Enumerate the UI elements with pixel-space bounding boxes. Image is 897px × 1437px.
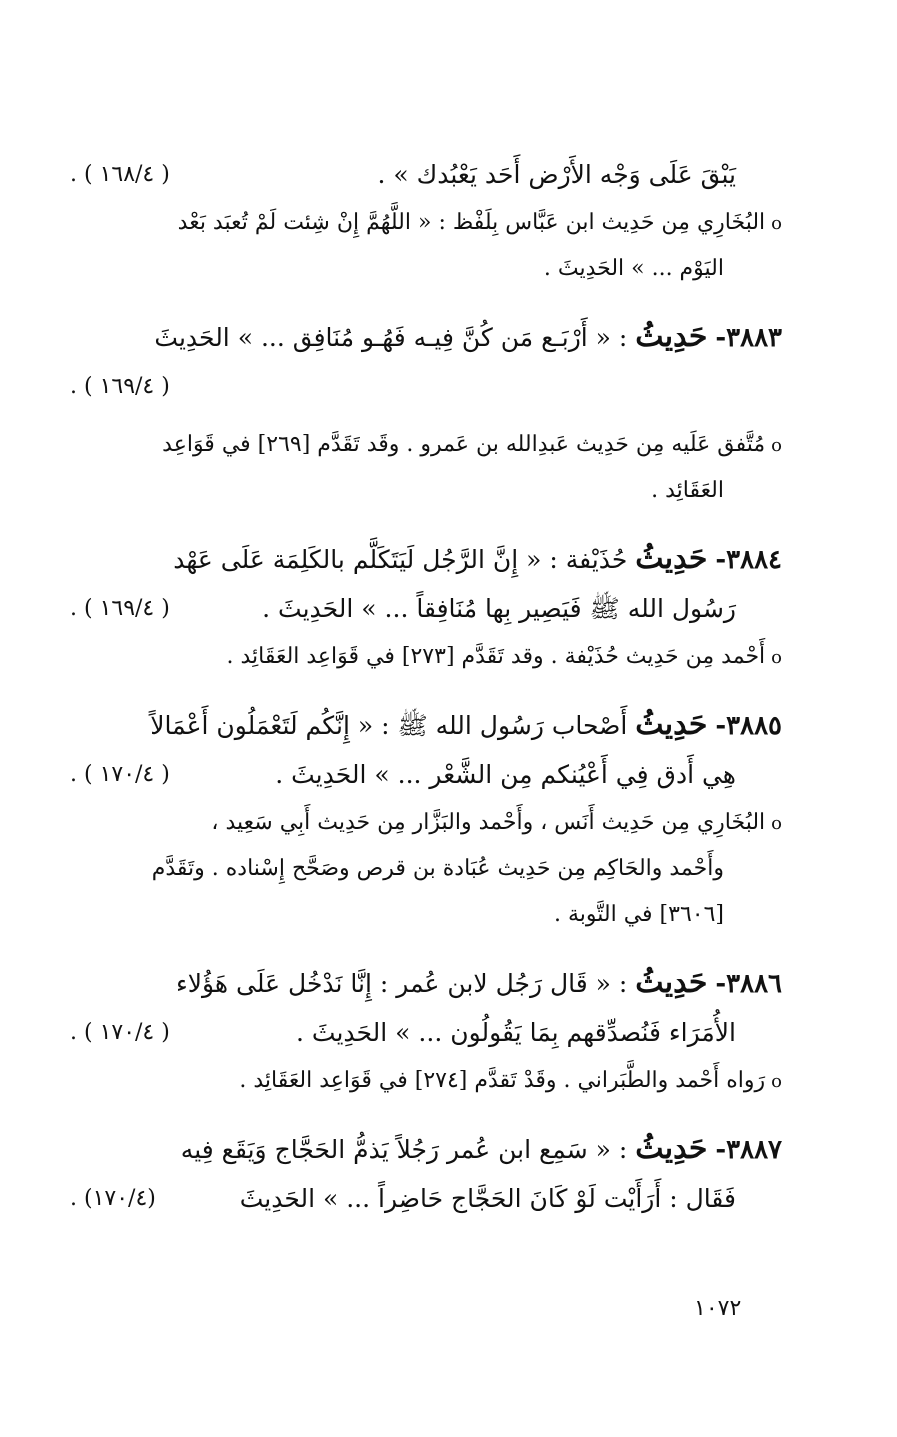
note-line: [70, 246, 782, 292]
entry-number: ٣٨٨٦-: [715, 969, 782, 999]
bullet-icon: o: [771, 435, 782, 456]
text-line: [70, 150, 782, 200]
hadith-entry-3887: [70, 1124, 782, 1174]
entry-text: الأُمَرَاء فَنُصدِّقهم بِمَا يَقُولُون ... » الحَدِيثَ .: [296, 1018, 736, 1047]
note-line: [70, 468, 782, 514]
volume-page-reference: ( ١٦٩/٤ ) .: [70, 596, 170, 621]
document-page: [70, 150, 782, 1224]
entry-keyword: حَدِيثُ: [635, 707, 708, 742]
page-number: ١٠٧٢: [694, 1296, 742, 1321]
entry-number: ٣٨٨٧-: [715, 1135, 782, 1165]
note-text: اليَوْم ... » الحَدِيثَ .: [543, 256, 724, 281]
note-text: مُتَّفق عَلَيه مِن حَدِيث عَبدِالله بن عَمرو . وقَد تَقَدَّم [٢٦٩] في قَوَاعِد: [162, 432, 766, 457]
note-text: [٣٦٠٦] في التَّوبة .: [553, 902, 724, 927]
entry-keyword: حَدِيثُ: [635, 319, 708, 354]
volume-page-reference: ( ١٧٠/٤ ) .: [70, 762, 170, 787]
entry-text: حُذَيْفة : « إِنَّ الرَّجُل لَيَتَكَلَّم بالكَلِمَة عَلَى عَهْد: [173, 545, 628, 574]
line-text: يَبْقَ عَلَى وَجْه الأَرْض أَحَد يَعْبُدك » .: [377, 160, 736, 189]
text-line: [70, 584, 782, 634]
bullet-icon: o: [771, 213, 782, 234]
note-line: [70, 892, 782, 938]
note-line: [70, 800, 782, 846]
hadith-entry-3886: [70, 958, 782, 1008]
note-text: أَحْمد مِن حَدِيث حُذَيْفة . وقد تَقَدَّم [٢٧٣] في قَوَاعِد العَقَائِد .: [226, 644, 766, 669]
note-text: البُخَارِي مِن حَدِيث ابن عَبَّاس بِلَفْظ : « اللَّهُمَّ إِنْ شِئت لَمْ تُعبَد بَعْد: [177, 210, 766, 235]
entry-keyword: حَدِيثُ: [635, 965, 708, 1000]
bullet-icon: o: [771, 647, 782, 668]
note-line: [70, 422, 782, 468]
note-line: [70, 634, 782, 680]
entry-text: : « سَمِع ابن عُمر رَجُلاً يَذمُّ الحَجَّاج وَيَقَع فِيه: [180, 1135, 628, 1164]
volume-page-reference: ( ١٧٠/٤ ) .: [70, 1020, 170, 1045]
text-line: [70, 1008, 782, 1058]
entry-keyword: حَدِيثُ: [635, 541, 708, 576]
text-line: [70, 1174, 782, 1224]
hadith-entry-3883: [70, 312, 782, 362]
entry-number: ٣٨٨٣-: [715, 323, 782, 353]
hadith-entry-3884: [70, 534, 782, 584]
volume-page-reference: ( ١٦٩/٤ ) .: [70, 374, 170, 399]
entry-number: ٣٨٨٤-: [715, 545, 782, 575]
entry-text: : « أَرْبَـع مَن كُنَّ فِيـه فَهُـو مُنَافِق ... » الحَدِيثَ: [154, 323, 628, 352]
volume-page-reference: (١٧٠/٤) .: [70, 1186, 156, 1211]
entry-number: ٣٨٨٥-: [715, 711, 782, 741]
entry-text: فَقَال : أَرَأَيْت لَوْ كَانَ الحَجَّاج حَاضِراً ... » الحَدِيثَ: [239, 1184, 736, 1213]
note-line: [70, 200, 782, 246]
hadith-entry-3885: [70, 700, 782, 750]
note-line: [70, 846, 782, 892]
text-line: [70, 750, 782, 800]
note-text: البُخَارِي مِن حَدِيث أَنَس ، وأَحْمد والبَزَّار مِن حَدِيث أَبِي سَعِيد ،: [211, 810, 766, 835]
volume-page-reference: ( ١٦٨/٤ ) .: [70, 162, 170, 187]
note-text: رَواه أَحْمد والطَّبَراني . وقَدْ تَقدَّم [٢٧٤] في قَوَاعِد العَقَائِد .: [239, 1068, 766, 1093]
bullet-icon: o: [771, 813, 782, 834]
note-text: وأَحْمد والحَاكِم مِن حَدِيث عُبَادة بن قرص وصَحَّح إِسْناده . وتَقَدَّم: [151, 856, 724, 881]
entry-text: : « قَال رَجُل لابن عُمر : إِنَّا نَدْخُل عَلَى هَؤُلاء: [175, 969, 628, 998]
entry-keyword: حَدِيثُ: [635, 1131, 708, 1166]
entry-text: هِي أَدق فِي أَعْيُنكم مِن الشَّعْر ... » الحَدِيثَ .: [275, 760, 736, 789]
text-line: [70, 362, 782, 412]
note-line: [70, 1058, 782, 1104]
entry-text: أَصْحاب رَسُول الله ﷺ : « إِنَّكُم لَتَعْمَلُون أَعْمَالاً: [150, 711, 628, 740]
note-text: العَقَائِد .: [651, 478, 724, 503]
entry-text: رَسُول الله ﷺ فَيَصِير بِها مُنَافِقاً ... » الحَدِيثَ .: [262, 594, 736, 623]
bullet-icon: o: [771, 1071, 782, 1092]
